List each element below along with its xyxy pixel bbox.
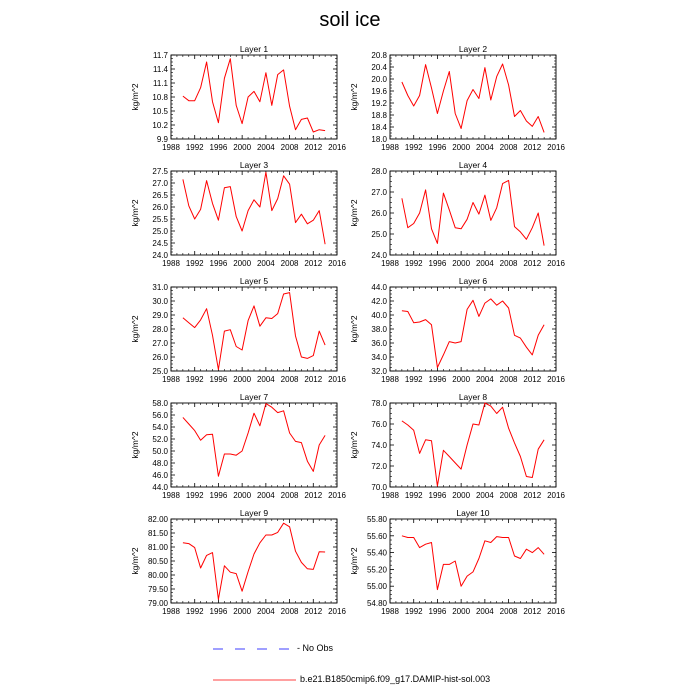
- panel-title: Layer 4: [458, 160, 488, 170]
- series-line: [183, 404, 325, 477]
- y-tick-label: 11.4: [153, 65, 168, 74]
- y-axis-label: kg/m^2: [130, 431, 140, 459]
- x-tick-label: 1988: [381, 607, 399, 616]
- y-tick-label: 81.00: [147, 543, 168, 552]
- page-title: soil ice: [319, 9, 381, 31]
- y-tick-label: 81.50: [147, 529, 168, 538]
- y-tick-label: 42.0: [371, 297, 387, 306]
- x-tick-label: 1996: [428, 375, 447, 384]
- y-tick-label: 24.0: [371, 251, 387, 260]
- x-tick-label: 2004: [475, 491, 494, 500]
- x-tick-label: 2012: [523, 607, 542, 616]
- y-tick-label: 80.50: [147, 557, 168, 566]
- y-tick-label: 20.0: [371, 75, 387, 84]
- plot-frame: [390, 403, 556, 487]
- y-tick-label: 38.0: [371, 325, 387, 334]
- x-tick-label: 1988: [162, 143, 180, 152]
- x-tick-label: 2000: [452, 607, 471, 616]
- y-tick-label: 44.0: [152, 483, 168, 492]
- y-tick-label: 44.0: [371, 283, 387, 292]
- series-line: [402, 64, 544, 132]
- y-tick-label: 25.0: [152, 367, 168, 376]
- x-tick-label: 2012: [523, 143, 542, 152]
- x-tick-label: 2004: [475, 143, 494, 152]
- panel-title: Layer 6: [458, 276, 488, 286]
- x-tick-label: 2000: [452, 259, 471, 268]
- x-tick-label: 2016: [328, 491, 346, 500]
- panel-title: Layer 1: [239, 44, 269, 54]
- x-tick-label: 1996: [209, 607, 228, 616]
- chart-panel: [130, 508, 346, 616]
- x-tick-label: 1996: [209, 491, 228, 500]
- y-tick-label: 76.0: [371, 420, 387, 429]
- y-tick-label: 34.0: [371, 353, 387, 362]
- y-tick-label: 18.8: [371, 111, 387, 120]
- x-tick-label: 1992: [404, 491, 423, 500]
- panel-title: Layer 3: [239, 160, 269, 170]
- x-tick-label: 2004: [475, 607, 494, 616]
- y-tick-label: 74.0: [371, 441, 387, 450]
- x-tick-label: 1988: [162, 491, 180, 500]
- y-tick-label: 10.2: [152, 121, 168, 130]
- x-tick-label: 2000: [233, 259, 252, 268]
- x-tick-label: 2012: [523, 491, 542, 500]
- chart-panel: [349, 44, 565, 152]
- y-axis-label: kg/m^2: [349, 547, 359, 575]
- x-tick-label: 1992: [404, 259, 423, 268]
- y-tick-label: 25.0: [371, 230, 387, 239]
- x-tick-label: 1996: [428, 143, 447, 152]
- x-tick-label: 2008: [280, 607, 299, 616]
- y-axis-label: kg/m^2: [130, 315, 140, 343]
- x-tick-label: 2004: [475, 259, 494, 268]
- y-tick-label: 11.1: [153, 79, 168, 88]
- x-tick-label: 2000: [452, 143, 471, 152]
- plot-frame: [171, 171, 337, 255]
- y-tick-label: 10.8: [152, 93, 168, 102]
- y-tick-label: 82.00: [147, 515, 168, 524]
- panel-title: Layer 2: [458, 44, 488, 54]
- x-tick-label: 2008: [499, 143, 518, 152]
- x-tick-label: 1988: [162, 259, 180, 268]
- x-tick-label: 2008: [499, 259, 518, 268]
- y-tick-label: 50.0: [152, 447, 168, 456]
- x-tick-label: 2016: [328, 375, 346, 384]
- plot-frame: [171, 287, 337, 371]
- y-tick-label: 29.0: [152, 311, 168, 320]
- x-tick-label: 2012: [304, 143, 323, 152]
- x-tick-label: 2012: [304, 607, 323, 616]
- series-line: [402, 536, 544, 590]
- x-tick-label: 2008: [280, 491, 299, 500]
- y-tick-label: 40.0: [371, 311, 387, 320]
- y-tick-label: 58.0: [152, 399, 168, 408]
- x-tick-label: 2000: [233, 375, 252, 384]
- y-tick-label: 26.0: [371, 209, 387, 218]
- chart-panel: [130, 44, 346, 152]
- y-tick-label: 26.0: [152, 203, 168, 212]
- y-tick-label: 19.2: [371, 99, 387, 108]
- y-tick-label: 55.60: [366, 531, 387, 541]
- x-tick-label: 2008: [499, 607, 518, 616]
- panel-title: Layer 10: [456, 508, 490, 518]
- x-tick-label: 2012: [304, 491, 323, 500]
- y-axis-label: kg/m^2: [130, 83, 140, 111]
- y-tick-label: 11.7: [153, 51, 168, 60]
- x-tick-label: 1992: [404, 607, 423, 616]
- x-tick-label: 1992: [185, 143, 204, 152]
- plot-frame: [171, 403, 337, 487]
- x-tick-label: 2004: [256, 491, 275, 500]
- plot-frame: [390, 287, 556, 371]
- y-tick-label: 27.5: [152, 167, 168, 176]
- x-tick-label: 2004: [256, 607, 275, 616]
- y-tick-label: 18.4: [371, 123, 387, 132]
- x-tick-label: 2016: [547, 143, 565, 152]
- y-axis-label: kg/m^2: [349, 431, 359, 459]
- y-tick-label: 48.0: [152, 459, 168, 468]
- y-tick-label: 9.9: [156, 135, 168, 144]
- x-tick-label: 2016: [547, 491, 565, 500]
- y-tick-label: 72.0: [371, 462, 387, 471]
- y-axis-label: kg/m^2: [130, 547, 140, 575]
- y-tick-label: 54.80: [366, 599, 387, 608]
- x-tick-label: 1996: [428, 491, 447, 500]
- chart-panel: [349, 276, 565, 384]
- series-line: [183, 523, 325, 599]
- y-tick-label: 54.0: [152, 423, 168, 432]
- y-tick-label: 20.8: [371, 51, 387, 60]
- y-tick-label: 32.0: [371, 367, 387, 376]
- y-tick-label: 10.5: [152, 107, 168, 116]
- x-tick-label: 1992: [185, 375, 204, 384]
- x-tick-label: 1988: [381, 491, 399, 500]
- x-tick-label: 2012: [304, 259, 323, 268]
- y-axis-label: kg/m^2: [130, 199, 140, 227]
- x-tick-label: 2016: [328, 607, 346, 616]
- legend-model-label: b.e21.B1850cmip6.f09_g17.DAMIP-hist-sol.003: [300, 674, 491, 684]
- y-tick-label: 30.0: [152, 297, 168, 306]
- y-tick-label: 46.0: [152, 471, 168, 480]
- x-tick-label: 1988: [162, 607, 180, 616]
- plot-frame: [390, 171, 556, 255]
- y-tick-label: 26.5: [152, 191, 168, 200]
- panel-title: Layer 8: [458, 392, 488, 402]
- y-tick-label: 70.0: [371, 483, 387, 492]
- x-tick-label: 1996: [209, 143, 228, 152]
- y-tick-label: 20.4: [371, 63, 387, 72]
- x-tick-label: 2016: [547, 259, 565, 268]
- y-axis-label: kg/m^2: [349, 315, 359, 343]
- y-tick-label: 24.5: [152, 239, 168, 248]
- chart-panel: [349, 160, 565, 268]
- panel-title: Layer 9: [239, 508, 269, 518]
- x-tick-label: 2000: [452, 491, 471, 500]
- y-tick-label: 56.0: [152, 411, 168, 420]
- x-tick-label: 1988: [381, 259, 399, 268]
- x-tick-label: 1988: [381, 143, 399, 152]
- y-tick-label: 55.40: [366, 548, 387, 558]
- y-tick-label: 27.0: [371, 188, 387, 197]
- chart-panel: [130, 160, 346, 268]
- x-tick-label: 1992: [185, 491, 204, 500]
- x-tick-label: 2016: [547, 607, 565, 616]
- y-tick-label: 19.6: [371, 87, 387, 96]
- x-tick-label: 2008: [280, 259, 299, 268]
- x-tick-label: 1996: [209, 375, 228, 384]
- x-tick-label: 1992: [404, 143, 423, 152]
- chart-panel: [349, 508, 565, 616]
- series-line: [183, 59, 325, 132]
- x-tick-label: 2016: [547, 375, 565, 384]
- series-line: [402, 180, 544, 245]
- y-tick-label: 78.0: [371, 399, 387, 408]
- y-tick-label: 28.0: [152, 325, 168, 334]
- x-tick-label: 2000: [233, 143, 252, 152]
- x-tick-label: 2008: [280, 143, 299, 152]
- x-tick-label: 1988: [162, 375, 180, 384]
- y-tick-label: 26.0: [152, 353, 168, 362]
- y-tick-label: 25.5: [152, 215, 168, 224]
- y-tick-label: 24.0: [152, 251, 168, 260]
- x-tick-label: 2000: [452, 375, 471, 384]
- y-tick-label: 55.80: [366, 515, 387, 524]
- x-tick-label: 1992: [185, 607, 204, 616]
- x-tick-label: 2008: [499, 491, 518, 500]
- x-tick-label: 2012: [304, 375, 323, 384]
- y-tick-label: 18.0: [371, 135, 387, 144]
- plot-frame: [390, 55, 556, 139]
- x-tick-label: 2004: [256, 259, 275, 268]
- y-tick-label: 27.0: [152, 179, 168, 188]
- chart-panel: [130, 392, 346, 500]
- x-tick-label: 2008: [280, 375, 299, 384]
- y-tick-label: 52.0: [152, 435, 168, 444]
- y-tick-label: 80.00: [147, 571, 168, 580]
- panel-title: Layer 7: [239, 392, 269, 402]
- x-tick-label: 1996: [428, 607, 447, 616]
- x-tick-label: 2004: [256, 375, 275, 384]
- y-tick-label: 55.20: [366, 565, 387, 575]
- x-tick-label: 2000: [233, 491, 252, 500]
- plot-frame: [390, 519, 556, 603]
- series-line: [183, 293, 325, 370]
- y-axis-label: kg/m^2: [349, 83, 359, 111]
- y-tick-label: 55.00: [366, 582, 387, 592]
- x-tick-label: 2012: [523, 375, 542, 384]
- plot-frame: [171, 519, 337, 603]
- chart-panel: [130, 276, 346, 384]
- x-tick-label: 2016: [328, 259, 346, 268]
- x-tick-label: 2012: [523, 259, 542, 268]
- series-line: [183, 172, 325, 244]
- x-tick-label: 1992: [185, 259, 204, 268]
- x-tick-label: 1992: [404, 375, 423, 384]
- panel-title: Layer 5: [239, 276, 269, 286]
- x-tick-label: 1988: [381, 375, 399, 384]
- y-tick-label: 79.00: [147, 599, 168, 608]
- y-tick-label: 25.0: [152, 227, 168, 236]
- x-tick-label: 2008: [499, 375, 518, 384]
- x-tick-label: 2016: [328, 143, 346, 152]
- y-tick-label: 27.0: [152, 339, 168, 348]
- y-tick-label: 79.50: [147, 585, 168, 594]
- x-tick-label: 1996: [428, 259, 447, 268]
- y-tick-label: 31.0: [152, 283, 168, 292]
- y-axis-label: kg/m^2: [349, 199, 359, 227]
- y-tick-label: 28.0: [371, 167, 387, 176]
- legend-obs-label: - No Obs: [297, 643, 334, 653]
- x-tick-label: 1996: [209, 259, 228, 268]
- y-tick-label: 36.0: [371, 339, 387, 348]
- x-tick-label: 2004: [256, 143, 275, 152]
- chart-panel: [349, 392, 565, 500]
- series-line: [402, 299, 544, 368]
- x-tick-label: 2000: [233, 607, 252, 616]
- series-line: [402, 403, 544, 486]
- x-tick-label: 2004: [475, 375, 494, 384]
